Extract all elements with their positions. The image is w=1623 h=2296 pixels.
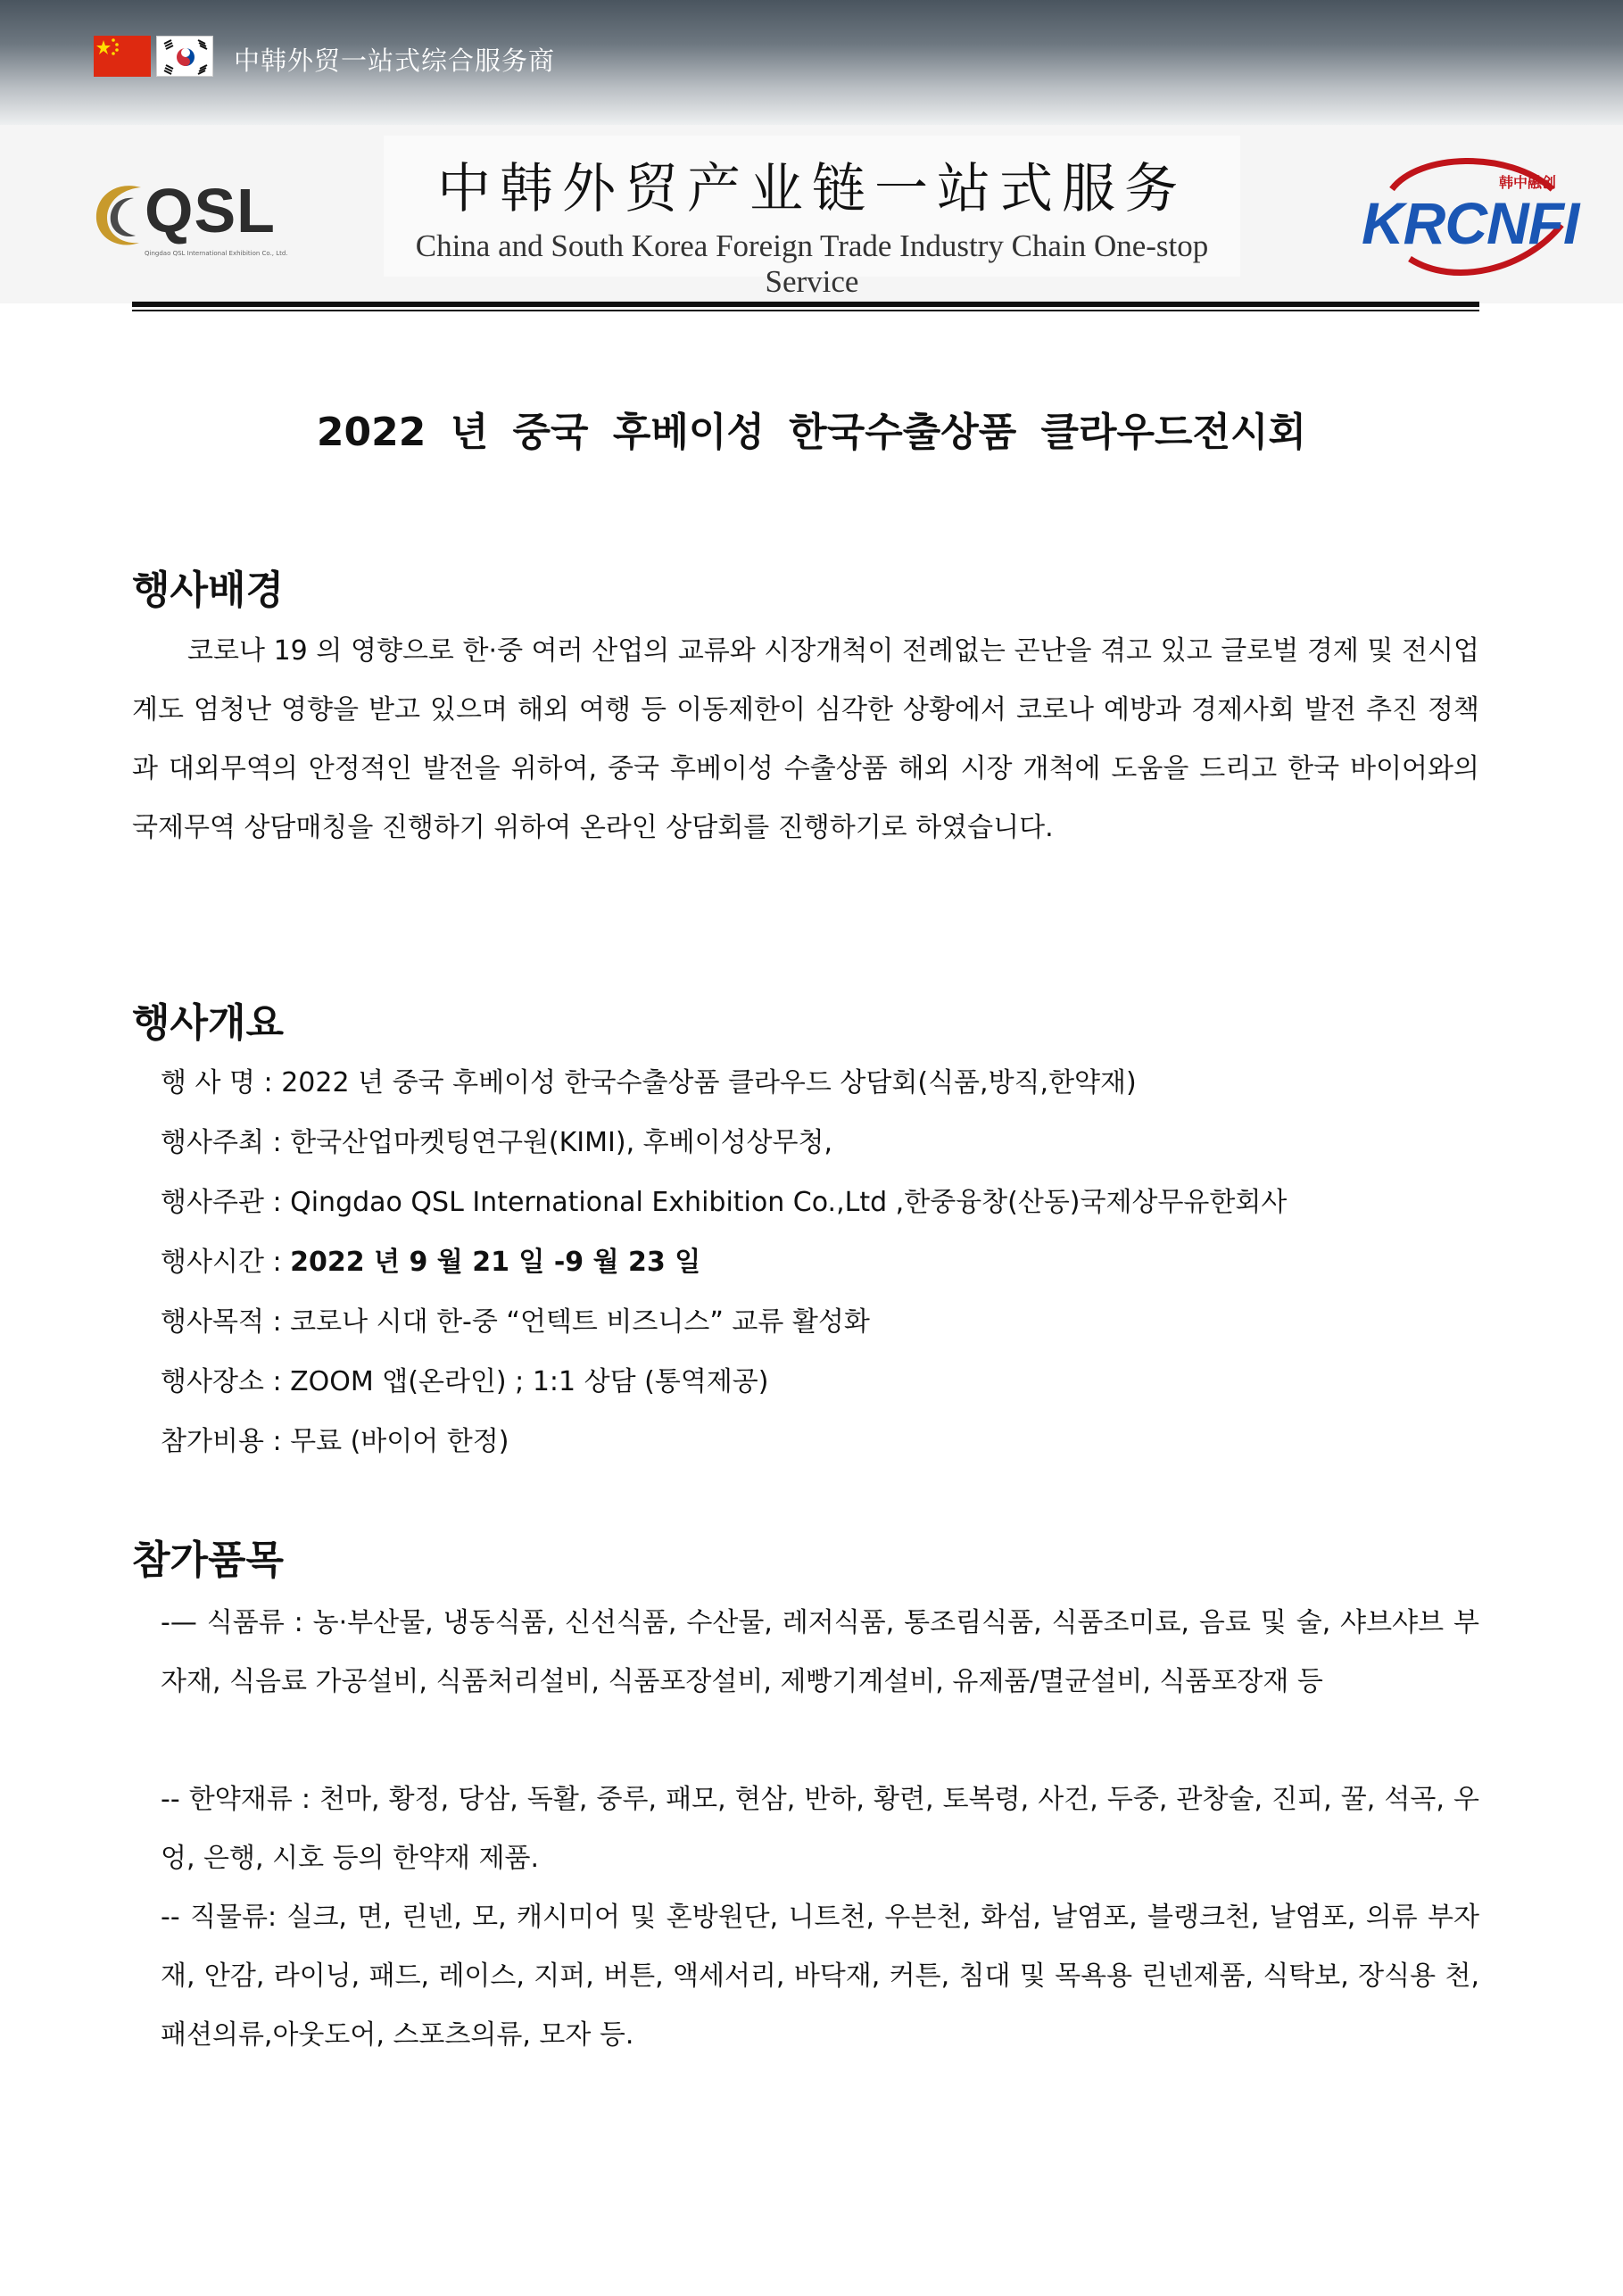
items-herbs: -- 한약재류 : 천마, 황정, 당삼, 독활, 중루, 패모, 현삼, 반하, 황련, 토복령, 사건, 두중, 관창술, 진피, 꿀, 석곡, 우엉, 은행, 시호 등의 한약재 제품. xyxy=(161,1784,1479,1874)
heading-background: 행사배경 xyxy=(132,568,285,613)
china-flag-icon xyxy=(94,36,151,77)
items-food: -— 식품류 : 농·부산물, 냉동식품, 신선식품, 수산물, 레저식품, 통조림식품, 식품조미료, 음료 및 술, 샤브샤브 부자재, 식음료 가공설비, 식품처리설비, 식품포장설비, 제빵기계설비, 유제품/멸균설비, 식품포장재 등 xyxy=(161,1607,1479,1697)
overview-list xyxy=(161,1053,1287,1471)
header-divider-thin xyxy=(132,310,1479,311)
overview-row-host: 행사주최 : 한국산업마켓팅연구원(KIMI), 후베이성상무청, xyxy=(161,1127,833,1158)
heading-overview: 행사개요 xyxy=(132,1000,285,1046)
qsl-logo-subtext: Qingdao QSL International Exhibition Co., Ltd. xyxy=(145,250,288,257)
top-banner xyxy=(0,0,1623,125)
qsl-logo xyxy=(89,170,303,268)
title-chinese: 中韩外贸产业链一站式服务 xyxy=(437,158,1187,220)
korea-flag-icon xyxy=(156,36,213,77)
overview-row-venue: 행사장소 : ZOOM 앱(온라인) ; 1:1 상담 (통역제공) xyxy=(161,1366,769,1397)
qsl-swoosh-icon xyxy=(89,177,152,257)
background-paragraph: 코로나 19 의 영향으로 한·중 여러 산업의 교류와 시장개척이 전례없는 곤난을 겪고 있고 글로벌 경제 및 전시업계도 엄청난 영향을 받고 있으며 해외 여행 등 이동제한이 심각한 상황에서 코로나 예방과 경제사회 발전 추진 정책과 대외무역의 안정적인 발전을 위하여, 중국 후베이성 수출상품 해외 시장 개척에 도움을 드리고 한국 바이어와의 국제무역 상담매칭을 진행하기 위하여 온라인 상담회를 진행하기로 하였습니다. xyxy=(132,635,1479,843)
overview-row-fee: 참가비용 : 무료 (바이어 한정) xyxy=(161,1426,509,1457)
title-english: China and South Korea Foreign Trade Industry Chain One-stop Service xyxy=(415,228,1209,299)
overview-row-name: 행 사 명 : 2022 년 중국 후베이성 한국수출상품 클라우드 상담회(식품,방직,한약재) xyxy=(161,1067,1137,1098)
overview-row-purpose: 행사목적 : 코로나 시대 한-중 “언텍트 비즈니스” 교류 활성화 xyxy=(161,1306,870,1338)
overview-row-organizer: 행사주관 : Qingdao QSL International Exhibition Co.,Ltd ,한중융창(산동)국제상무유한회사 xyxy=(161,1187,1288,1218)
flags xyxy=(94,36,213,77)
header-divider xyxy=(132,302,1479,307)
krcnfi-logo xyxy=(1356,153,1579,278)
heading-items: 참가품목 xyxy=(132,1538,285,1583)
krcnfi-logo-subtext: 韩中融创 xyxy=(1499,174,1557,191)
qsl-logo-text: QSL xyxy=(145,176,276,245)
topbar-slogan: 中韩外贸一站式综合服务商 xyxy=(234,46,556,76)
document-title: 2022 년 중국 후베이성 한국수출상품 클라우드전시회 xyxy=(316,410,1307,455)
krcnfi-logo-text: KRCNFI xyxy=(1362,190,1579,256)
items-textile: -- 직물류: 실크, 면, 린넨, 모, 캐시미어 및 혼방원단, 니트천, 우븐천, 화섬, 날염포, 블랭크천, 날염포, 의류 부자재, 안감, 라이닝, 패드, 레이스, 지퍼, 버튼, 액세서리, 바닥재, 커튼, 침대 및 목욕용 린넨제품, 식탁보, 장식용 천,패션의류,아웃도어, 스포츠의류, 모자 등. xyxy=(161,1902,1479,2051)
overview-row-time: 행사시간 : 2022 년 9 월 21 일 -9 월 23 일 xyxy=(161,1247,701,1278)
letterhead-title xyxy=(384,136,1240,299)
